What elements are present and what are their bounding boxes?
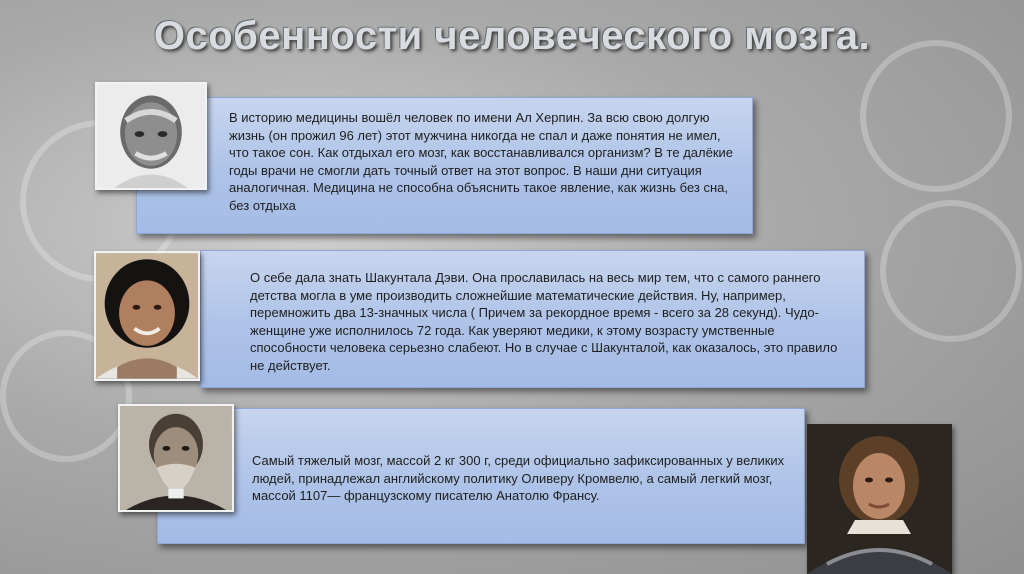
old-man-portrait-icon — [95, 82, 207, 190]
card-text: В историю медицины вошёл человек по имени Ал Херпин. За всю свою долгую жизнь (он прожил 96 лет) этот мужчина никогда не спал и даже понятия не имел, что такое сон. Как отдыхал его мозг, как восстанавливался организм? В те далёкие годы врачи не смогли дать точный ответ на этот вопрос. В наши дни ситуация аналогичная. Медицина не способна объяснить такое явление, как жизнь без сна, без отдыха — [229, 110, 734, 213]
woman-portrait-icon — [94, 251, 200, 381]
slide-title: Особенности человеческого мозга. — [153, 14, 871, 58]
text-card-brain-weight — [157, 408, 805, 544]
background-decoration — [880, 200, 1022, 342]
card-text: Самый тяжелый мозг, массой 2 кг 300 г, среди официально зафиксированных у великих людей, принадлежал английскому политику Оливеру Кромвелю, а самый легкий мозг, массой 1107— французскому писателю Анатолю Франсу. — [252, 453, 785, 503]
background-decoration — [860, 40, 1012, 192]
card-text: О себе дала знать Шакунтала Дэви. Она прославилась на весь мир тем, что с самого раннего детства могла в уме производить сложнейшие математические действия. Ну, например, перемножить два 13-значных числа ( Причем за рекордное время - всего за 28 секунд). Чудо-женщине уже исполнилось 72 года. Как уверяют медики, к этому возрасту умственные способности человека серьезно слабеют. Но в случае с Шакунталой, как оказалось, это правило не действует. — [250, 270, 838, 373]
mustached-man-portrait-icon — [118, 404, 234, 512]
text-card-herpin — [136, 97, 753, 234]
armored-man-portrait-icon — [807, 424, 952, 574]
text-card-shakuntala — [200, 250, 865, 388]
